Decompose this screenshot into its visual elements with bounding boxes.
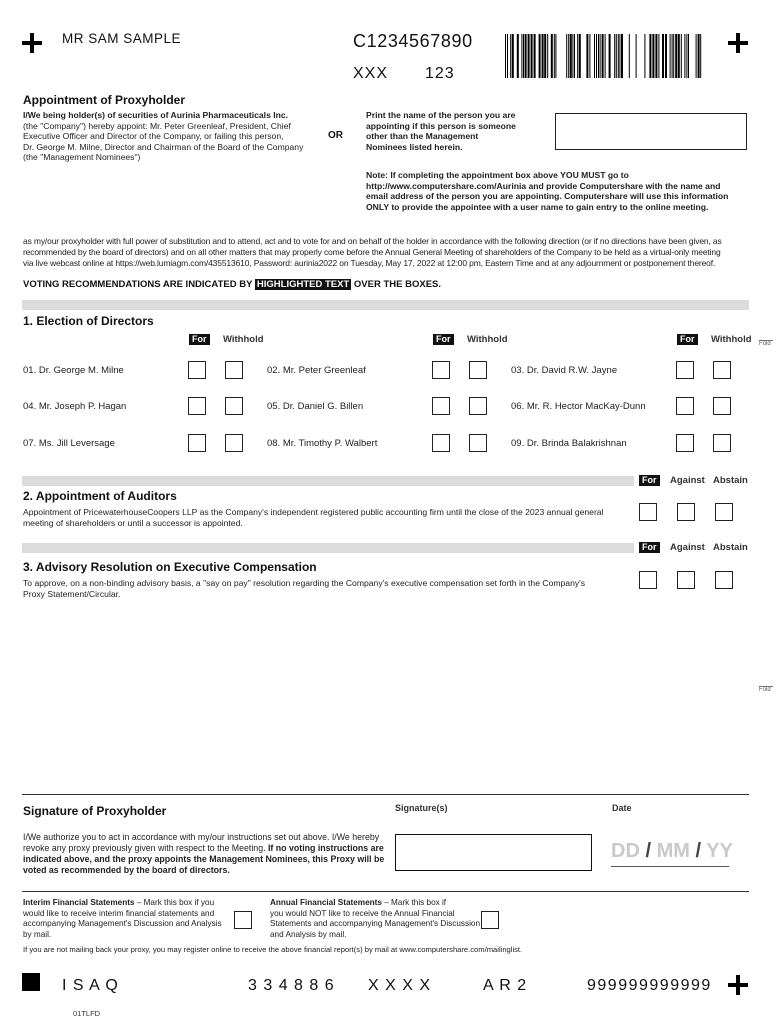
director-08-withhold-checkbox[interactable] bbox=[469, 434, 487, 452]
for-label-col1: For bbox=[189, 334, 210, 345]
voting-suffix: OVER THE BOXES. bbox=[353, 279, 442, 290]
form-id: 01TLFD bbox=[73, 1009, 101, 1018]
or-label: OR bbox=[328, 130, 343, 141]
section2-against-label: Against bbox=[670, 475, 705, 486]
auditors-against-checkbox[interactable] bbox=[677, 503, 695, 521]
date-dd: DD bbox=[611, 840, 640, 862]
director-09: 09. Dr. Brinda Balakrishnan bbox=[511, 438, 627, 449]
appointment-line1: I/We being holder(s) of securities of Aurinia Pharmaceuticals Inc. bbox=[23, 110, 289, 120]
auditors-abstain-checkbox[interactable] bbox=[715, 503, 733, 521]
signature-title: Signature of Proxyholder bbox=[23, 804, 167, 818]
financial-divider bbox=[22, 891, 749, 892]
section3-text bbox=[23, 578, 623, 599]
print-line2: appointing if this person is someone bbox=[366, 120, 516, 131]
note-line1: Note: If completing the appointment box above YOU MUST go to bbox=[366, 170, 629, 180]
online-register-note: If you are not mailing back your proxy, you may register online to receive the above financial report(s) by mail at www.computershare.com/mailinglist. bbox=[23, 945, 523, 954]
authority-paragraph bbox=[23, 236, 751, 268]
authority-line1: as my/our proxyholder with full power of substitution and to attend, act and to vote for and on behalf of the holder in accordance with the following direction (or if no directions have been given, as bbox=[23, 236, 722, 246]
director-07-for-checkbox[interactable] bbox=[188, 434, 206, 452]
director-03: 03. Dr. David R.W. Jayne bbox=[511, 365, 618, 376]
auth-line1: I/We authorize you to act in accordance with my/our instructions set out above. I/We hereby bbox=[23, 832, 380, 842]
footer-code-5: 999999999999 bbox=[587, 977, 712, 994]
director-03-for-checkbox[interactable] bbox=[676, 361, 694, 379]
for-label-col3: For bbox=[677, 334, 698, 345]
note-line2: http://www.computershare.com/Aurinia and provide Computershare with the name and bbox=[366, 180, 721, 191]
interim-financial-checkbox[interactable] bbox=[234, 911, 252, 929]
date-field[interactable] bbox=[611, 840, 733, 867]
signature-field[interactable] bbox=[395, 834, 592, 871]
compensation-for-checkbox[interactable] bbox=[639, 571, 657, 589]
appointment-line2: (the "Company") hereby appoint: Mr. Peter Greenleaf, President, Chief bbox=[23, 120, 291, 131]
annual-line1: – Mark this box if bbox=[381, 898, 447, 907]
voting-prefix: VOTING RECOMMENDATIONS ARE INDICATED BY bbox=[23, 279, 253, 290]
appointment-line5: (the "Management Nominees") bbox=[23, 152, 141, 163]
annual-line4: and Analysis by mail. bbox=[270, 929, 347, 939]
compensation-abstain-checkbox[interactable] bbox=[715, 571, 733, 589]
director-07: 07. Ms. Jill Leversage bbox=[23, 438, 115, 449]
appointment-note bbox=[366, 170, 756, 212]
appointment-text bbox=[23, 110, 313, 163]
date-yy: YY bbox=[706, 840, 733, 862]
director-06-withhold-checkbox[interactable] bbox=[713, 397, 731, 415]
section1-title: 1. Election of Directors bbox=[23, 314, 154, 328]
date-sep-1: / bbox=[645, 840, 652, 862]
signature-authorization bbox=[23, 832, 383, 876]
fold-mark-upper: Fold bbox=[759, 340, 773, 347]
annual-line3: Statements and accompanying Management's Discussion bbox=[270, 919, 481, 928]
section2-for-label: For bbox=[639, 475, 660, 486]
date-label: Date bbox=[612, 803, 632, 813]
director-03-withhold-checkbox[interactable] bbox=[713, 361, 731, 379]
footer-code-1: I S A Q bbox=[62, 977, 119, 994]
annual-financial-checkbox[interactable] bbox=[481, 911, 499, 929]
section3-for-label: For bbox=[639, 542, 660, 553]
director-09-withhold-checkbox[interactable] bbox=[713, 434, 731, 452]
auth-line2: revoke any proxy previously given with respect to the Meeting. bbox=[23, 843, 266, 853]
director-06: 06. Mr. R. Hector MacKay-Dunn bbox=[511, 401, 646, 412]
director-04-withhold-checkbox[interactable] bbox=[225, 397, 243, 415]
interim-line2: would like to receive interim financial statements and bbox=[23, 908, 215, 918]
director-01: 01. Dr. George M. Milne bbox=[23, 365, 124, 376]
director-06-for-checkbox[interactable] bbox=[676, 397, 694, 415]
auth-bold3: indicated above, and the proxy appoints the Management Nominees, this Proxy will be bbox=[23, 854, 385, 864]
authority-line3: via live webcast online at https://web.lumiagm.com/435513610, Password: aurinia2022 on Tuesday, May 17, 2022 at 12:00 pm, Eastern Time and at any adjournment or postponement thereof. bbox=[23, 257, 716, 268]
section3-line1: To approve, on a non-binding advisory basis, a "say on pay" resolution regarding the Company's executive compensation set forth in the Company's bbox=[23, 578, 586, 588]
section3-line2: Proxy Statement/Circular. bbox=[23, 588, 121, 599]
registration-mark-top-left bbox=[22, 33, 42, 53]
director-05: 05. Dr. Daniel G. Billen bbox=[267, 401, 364, 412]
print-line3: other than the Management bbox=[366, 131, 479, 142]
note-line3: email address of the person you are appointing. Computershare will use this information bbox=[366, 191, 729, 202]
holder-name: MR SAM SAMPLE bbox=[62, 31, 182, 46]
section3-title: 3. Advisory Resolution on Executive Compensation bbox=[23, 560, 317, 574]
withhold-label-col2: Withhold bbox=[467, 334, 508, 345]
auth-bold4: voted as recommended by the board of directors. bbox=[23, 865, 230, 875]
appointee-name-field[interactable] bbox=[555, 113, 747, 150]
director-04: 04. Mr. Joseph P. Hagan bbox=[23, 401, 127, 412]
date-sep-2: / bbox=[695, 840, 702, 862]
annual-line2: you would NOT like to receive the Annual Financial bbox=[270, 908, 455, 918]
appointment-title: Appointment of Proxyholder bbox=[23, 93, 185, 107]
print-line4: Nominees listed herein. bbox=[366, 141, 463, 152]
section2-line2: meeting of shareholders or until a successor is appointed. bbox=[23, 517, 243, 528]
footer-code-2: 3 3 4 8 8 6 bbox=[248, 977, 335, 994]
barcode bbox=[505, 34, 707, 78]
print-line1: Print the name of the person you are bbox=[366, 110, 516, 120]
interim-line1: – Mark this box if you bbox=[134, 898, 215, 907]
annual-title: Annual Financial Statements bbox=[270, 898, 382, 907]
note-line4: ONLY to provide the appointee with a user name to gain entry to the online meeting. bbox=[366, 201, 709, 212]
signature-label: Signature(s) bbox=[395, 803, 448, 813]
section3-bar bbox=[22, 543, 634, 553]
section2-text bbox=[23, 507, 623, 528]
withhold-label-col3: Withhold bbox=[711, 334, 752, 345]
section2-line1: Appointment of PricewaterhouseCoopers LLP as the Company's independent registered public accounting firm until the close of the 2023 annual general bbox=[23, 507, 604, 517]
director-01-for-checkbox[interactable] bbox=[188, 361, 206, 379]
director-02: 02. Mr. Peter Greenleaf bbox=[267, 365, 366, 376]
director-09-for-checkbox[interactable] bbox=[676, 434, 694, 452]
compensation-against-checkbox[interactable] bbox=[677, 571, 695, 589]
voting-highlight: HIGHLIGHTED TEXT bbox=[256, 279, 350, 290]
fold-mark-lower: Fold bbox=[759, 686, 773, 693]
footer-black-square bbox=[22, 973, 40, 991]
appointment-line4: Dr. George M. Milne, Director and Chairman of the Board of the Company bbox=[23, 141, 304, 152]
director-02-for-checkbox[interactable] bbox=[432, 361, 450, 379]
director-02-withhold-checkbox[interactable] bbox=[469, 361, 487, 379]
section1-bar bbox=[22, 300, 749, 310]
director-05-for-checkbox[interactable] bbox=[432, 397, 450, 415]
section3-against-label: Against bbox=[670, 542, 705, 553]
footer-code-3: X X X X bbox=[368, 977, 432, 994]
code-left: XXX bbox=[353, 65, 389, 82]
footer-code-4: A R 2 bbox=[483, 977, 528, 994]
section2-bar bbox=[22, 476, 634, 486]
registration-mark-bottom-right bbox=[728, 975, 748, 995]
director-07-withhold-checkbox[interactable] bbox=[225, 434, 243, 452]
section2-title: 2. Appointment of Auditors bbox=[23, 489, 177, 503]
director-05-withhold-checkbox[interactable] bbox=[469, 397, 487, 415]
for-label-col2: For bbox=[433, 334, 454, 345]
director-01-withhold-checkbox[interactable] bbox=[225, 361, 243, 379]
withhold-label-col1: Withhold bbox=[223, 334, 264, 345]
date-mm: MM bbox=[656, 840, 690, 862]
interim-line3: accompanying Management's Discussion and Analysis bbox=[23, 919, 222, 928]
registration-mark-top-right bbox=[728, 33, 748, 53]
signature-divider bbox=[22, 794, 749, 795]
annual-financial-text bbox=[270, 898, 480, 940]
section2-abstain-label: Abstain bbox=[713, 475, 748, 486]
director-04-for-checkbox[interactable] bbox=[188, 397, 206, 415]
authority-line2: recommended by the board of directors) and on all other matters that may properly come before the Annual General Meeting of shareholders of the Company to be held as a virtual-only meeting bbox=[23, 246, 721, 257]
voting-recommendations bbox=[23, 279, 441, 290]
code-right: 123 bbox=[425, 65, 455, 82]
auditors-for-checkbox[interactable] bbox=[639, 503, 657, 521]
interim-title: Interim Financial Statements bbox=[23, 898, 135, 907]
section3-abstain-label: Abstain bbox=[713, 542, 748, 553]
director-08: 08. Mr. Timothy P. Walbert bbox=[267, 438, 378, 449]
appointment-line3: Executive Officer and Director of the Company, or failing this person, bbox=[23, 131, 284, 142]
interim-line4: by mail. bbox=[23, 929, 52, 939]
interim-financial-text bbox=[23, 898, 233, 940]
director-08-for-checkbox[interactable] bbox=[432, 434, 450, 452]
auth-bold2: If no voting instructions are bbox=[267, 843, 384, 853]
control-number: C1234567890 bbox=[353, 31, 473, 51]
print-name-instructions bbox=[366, 110, 546, 152]
